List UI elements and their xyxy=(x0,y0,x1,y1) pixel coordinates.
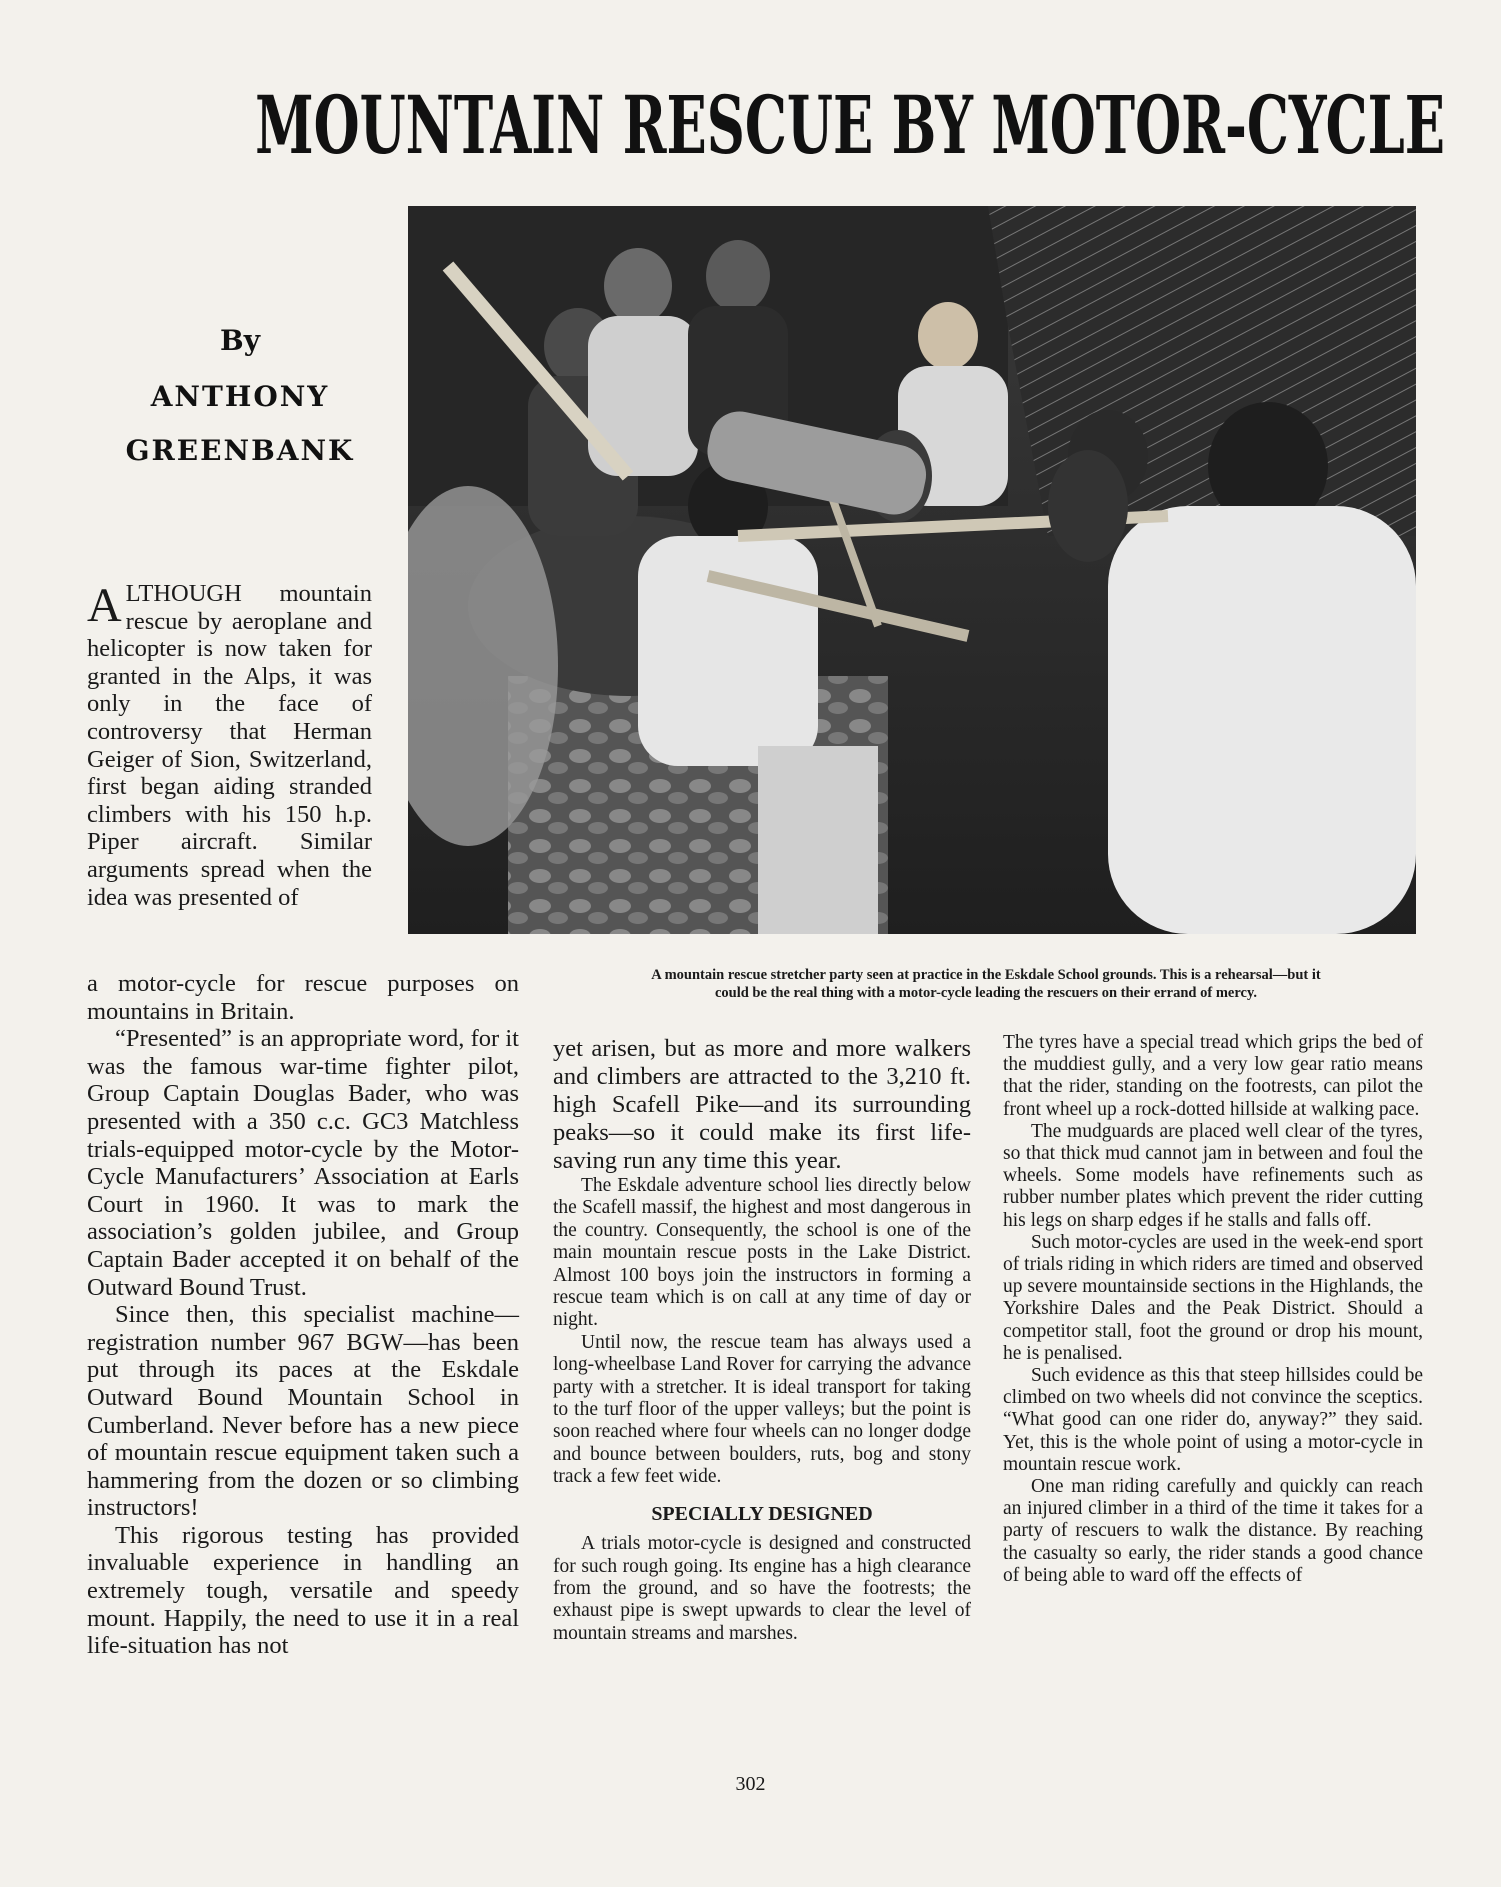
paragraph: Since then, this specialist machine—registration number 967 BGW—has been put through its paces at the Eskdale Outward Bound Mountain School in Cumberland. Never before has a new piece of mountain rescue equipment taken such a hammering from the dozen or so climbing instructors! xyxy=(87,1301,519,1522)
author-last-name: GREENBANK xyxy=(125,434,355,467)
paragraph: Such motor-cycles are used in the week-end sport of trials riding in which riders are timed and observed up severe mountainside sections in the Highlands, the Yorkshire Dales and the Peak District. Should a competitor stall, foot the ground or drop his mount, he is penalised. xyxy=(1003,1231,1423,1364)
paragraph: Until now, the rescue team has always used a long-wheelbase Land Rover for carrying the advance party with a stretcher. It is ideal transport for taking to the turf floor of the upper valleys; but the point is soon reached where four wheels can no longer dodge and bounce between boulders, ruts, bog and stony track a few feet wide. xyxy=(553,1331,971,1488)
article-photo xyxy=(408,206,1416,934)
paragraph: “Presented” is an appropriate word, for it was the famous war-time fighter pilot, Group Captain Douglas Bader, who was presented with a 350 c.c. GC3 Matchless trials-equipped motor-cycle by the Motor-Cycle Manufacturers’ Association at Earls Court in 1960. It was to mark the association’s golden jubilee, and Group Captain Bader accepted it on behalf of the Outward Bound Trust. xyxy=(87,1025,519,1301)
author-first-name: ANTHONY xyxy=(150,380,330,413)
paragraph: The Eskdale adventure school lies directly below the Scafell massif, the highest and most dangerous in the country. Consequently, the school is one of the main mountain rescue posts in the Lake District. Almost 100 boys join the instructors in forming a rescue team which is on call at any time of day or night. xyxy=(553,1175,971,1331)
article-title: MOUNTAIN RESCUE BY MOTOR-CYCLE xyxy=(255,78,1446,172)
drop-cap: A xyxy=(87,579,122,632)
paragraph: This rigorous testing has provided invaluable experience in handling an extremely tough, versatile and speedy mount. Happily, the need to use it in a real life-situation has not xyxy=(87,1521,519,1660)
paragraph: yet arisen, but as more and more walkers and climbers are attracted to the 3,210 ft. high Scafell Pike—and its surrounding peaks—so it could make its first life-saving run any time this year. xyxy=(553,1035,971,1174)
byline-by: By xyxy=(220,324,260,357)
caption-line-2: could be the real thing with a motor-cycle leading the rescuers on their errand of mercy. xyxy=(714,985,1258,1001)
page-number: 302 xyxy=(735,1773,766,1795)
column-1-intro xyxy=(87,580,372,911)
paragraph: Such evidence as this that steep hillsides could be climbed on two wheels did not convince the sceptics. “What good can one rider do, anyway?” they said. Yet, this is the whole point of using a motor-cycle in mountain rescue work. xyxy=(1003,1365,1423,1475)
paragraph: One man riding carefully and quickly can reach an injured climber in a third of the time it takes for a party of rescuers to walk the distance. By reaching the casualty so early, the rider stands a good chance of being able to ward off the effects of xyxy=(1003,1476,1423,1586)
paragraph: A trials motor-cycle is designed and constructed for such rough going. Its engine has a high clearance from the ground, and so have the footrests; the exhaust pipe is swept upwards to clear the level of mountain streams and marshes. xyxy=(553,1533,971,1644)
intro-text: LTHOUGH mountain rescue by aeroplane and helicopter is now taken for granted in the Alps, it was only in the face of controversy that Herman Geiger of Sion, Switzerland, first began aiding stranded climbers with his 150 h.p. Piper aircraft. Similar arguments spread when the idea was presented of xyxy=(87,580,372,911)
paragraph: a motor-cycle for rescue purposes on mountains in Britain. xyxy=(87,970,519,1025)
column-1-body xyxy=(87,970,519,1660)
column-2 xyxy=(553,1035,971,1645)
paragraph: The mudguards are placed well clear of the tyres, so that thick mud cannot jam in between and foul the wheels. Some models have refinements such as rubber number plates which prevent the rider cutting his legs on sharp edges if he stalls and falls off. xyxy=(1003,1120,1423,1231)
paragraph: The tyres have a special tread which grips the bed of the muddiest gully, and a very low gear ratio means that the rider, standing on the footrests, can pilot the front wheel up a rock-dotted hillside at walking pace. xyxy=(1003,1032,1423,1120)
caption-line-1: A mountain rescue stretcher party seen at practice in the Eskdale School grounds. This is a rehearsal—but it xyxy=(651,967,1321,983)
column-3 xyxy=(1003,1032,1423,1587)
section-heading: SPECIALLY DESIGNED xyxy=(651,1502,873,1525)
photo-caption xyxy=(546,966,1426,1002)
photo-stretcher-party-icon xyxy=(408,206,1416,934)
